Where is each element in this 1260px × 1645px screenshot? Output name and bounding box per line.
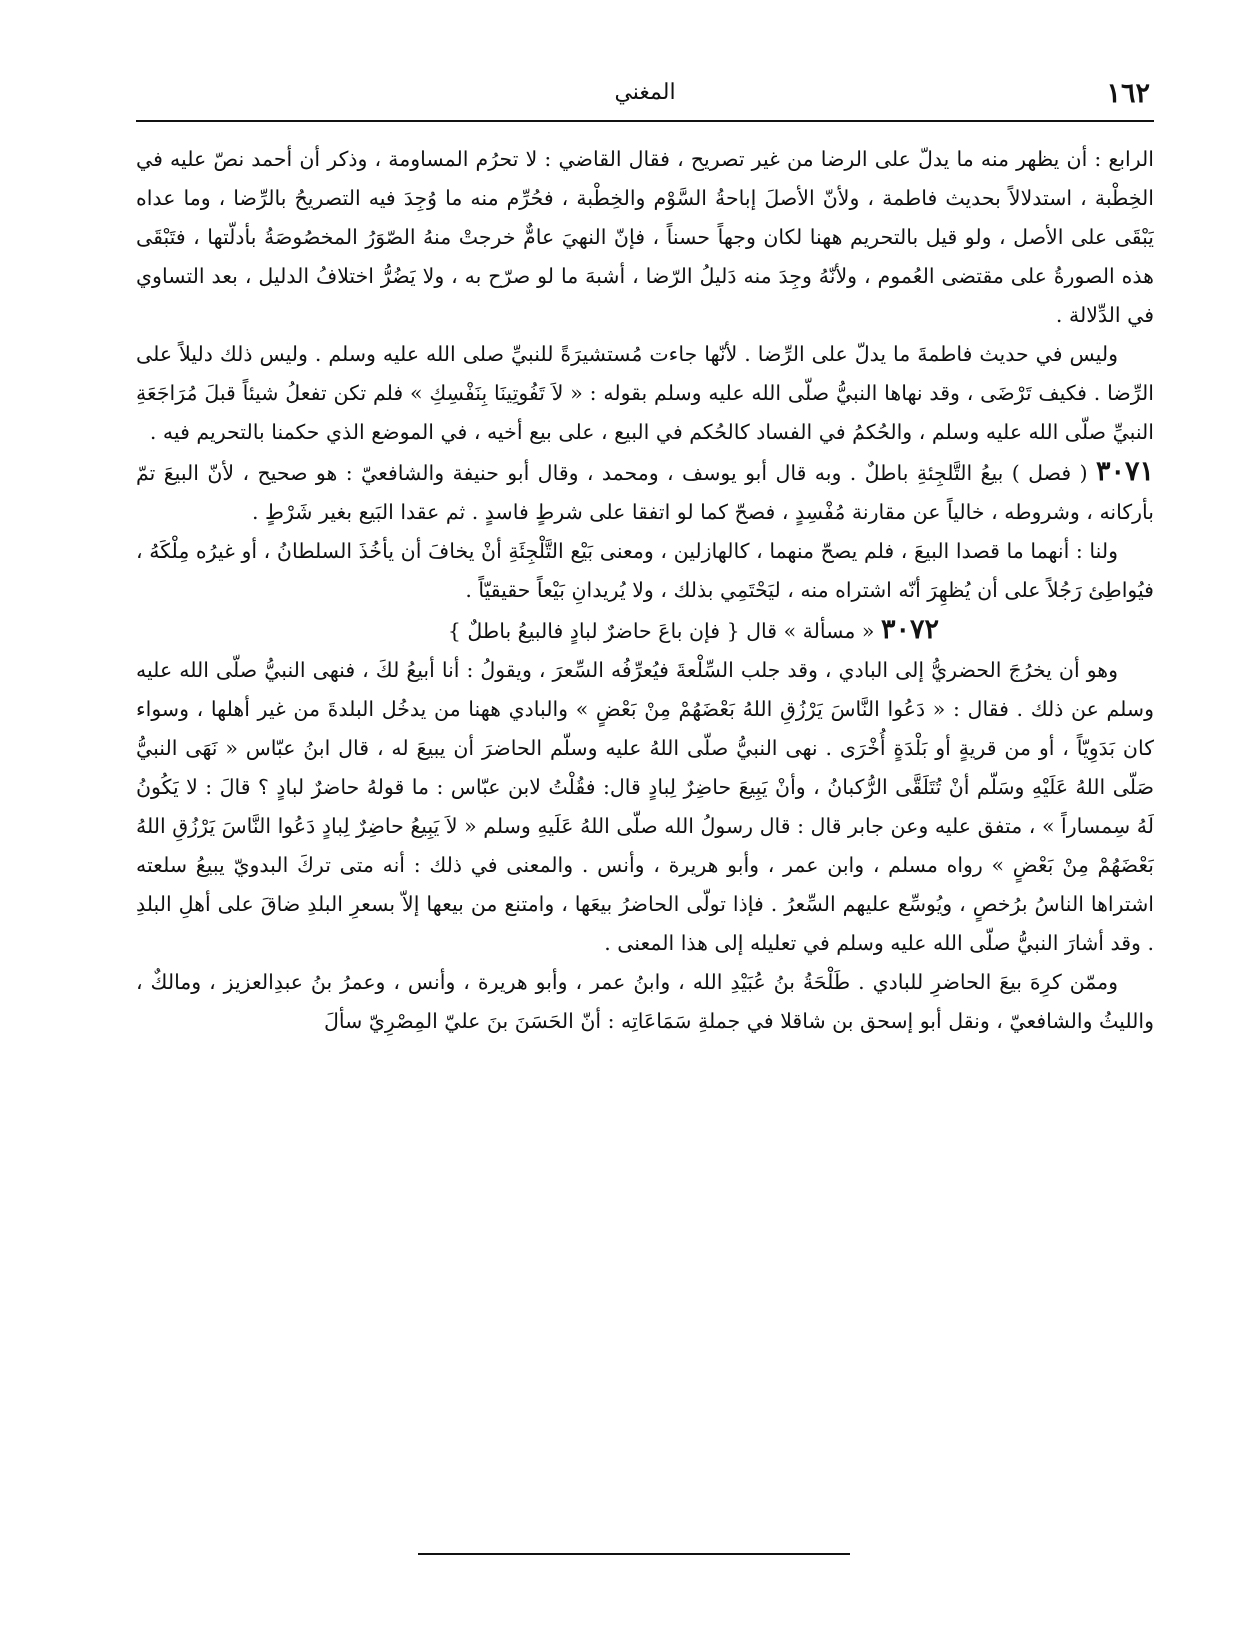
page-header (140, 78, 1150, 118)
paragraph (136, 963, 1154, 1041)
paragraph-text: وممّن كرِهَ بيعَ الحاضرِ للبادي . طَلْحَةُ بنُ عُبَيْدِ الله ، وابنُ عمر ، وأبو هريرة ، وأنس ، وعمرُ بنُ عبدِالعزيز ، ومالكٌ ، والليثُ والشافعيّ ، ونقل أبو إسحق بن شاقلا في جملةِ سَمَاعَاتِه : أنّ الحَسَنَ بنَ عليّ المِصْرِيّ سألَ (136, 970, 1154, 1033)
paragraph (136, 335, 1154, 452)
section-number: ٣٠٧٢ (880, 614, 939, 645)
section-number: ٣٠٧١ (1095, 456, 1154, 487)
paragraph-text: وهو أن يخرُجَ الحضريُّ إلى البادي ، وقد جلب السِّلْعةَ فيُعرِّفُه السِّعرَ ، ويقولُ : أنا أبيعُ لكَ ، فنهى النبيُّ صلّى الله عليه وسلم عن ذلك . فقال : « دَعُوا النَّاسَ يَرْزُقِ اللهُ بَعْضَهُمْ مِنْ بَعْضٍ » والبادي ههنا من يدخُل البلدةَ من غير أهلها ، وسواء كان بَدَوِيّاً ، أو من قريةٍ أو بَلْدَةٍ أُخْرَى . نهى النبيُّ صلّى اللهُ عليه وسلّم الحاضرَ أن يبيعَ له ، قال ابنُ عبّاس « نَهَى النبيُّ صَلّى اللهُ عَلَيْهِ وسَلّم أنْ تُتَلَقَّى الرُّكبانُ ، وأنْ يَبِيعَ حاضِرٌ لِبادٍ قال: فقُلْتُ لابن عبّاس : ما قولهُ حاضرٌ لبادٍ ؟ قالَ : لا يَكُونُ لَهُ سِمساراً » ، متفق عليه وعن جابر قال : قال رسولُ الله صلّى اللهُ عَلَيهِ وسلم « لاَ يَبِيعُ حاضِرٌ لِبادٍ دَعُوا النَّاسَ يَرْزُقِ اللهُ بَعْضَهُمْ مِنْ بَعْضٍ » رواه مسلم ، وابن عمر ، وأبو هريرة ، وأنس . والمعنى في ذلك : أنه متى تركَ البدويّ يبيعُ سلعته اشتراها الناسُ برُخصٍ ، ويُوسِّع عليهم السِّعرُ . فإذا تولّى الحاضرُ بيعَها ، وامتنع من بيعها إلاّ بسعرِ البلدِ ضاقَ على أهلِ البلدِ . وقد أشارَ النبيُّ صلّى الله عليه وسلم في تعليله إلى هذا المعنى . (136, 658, 1154, 955)
paragraph (136, 532, 1154, 610)
paragraph-text: ولنا : أنهما ما قصدا البيعَ ، فلم يصحّ منهما ، كالهازلين ، ومعنى بَيْع التَّلْجِئَةِ أنْ يخافَ أن يأخُذَ السلطانُ ، أو غيرُه مِلْكَهُ ، فيُواطِئ رَجُلاً على أن يُظهِرَ أنّه اشتراه منه ، ليَحْتَمِي بذلك ، ولا يُريدانِ بَيْعاً حقيقيّاً . (136, 539, 1154, 602)
issue-text: « مسألة » قال { فإن باعَ حاضرٌ لبادٍ فالبيعُ باطلٌ } (447, 619, 875, 643)
issue-heading (136, 610, 1154, 651)
body-text (136, 140, 1154, 1540)
paragraph (136, 140, 1154, 335)
running-title: المغني (614, 80, 676, 105)
page-number: ١٦٢ (1106, 78, 1150, 109)
paragraph-text: الرابع : أن يظهر منه ما يدلّ على الرضا من غير تصريح ، فقال القاضي : لا تحرُم المساومة ، وذكر أن أحمد نصّ عليه في الخِطْبة ، استدلالاً بحديث فاطمة ، ولأنّ الأصلَ إباحةُ السَّوْم والخِطْبة ، فحُرِّم منه ما وُجِدَ فيه التصريحُ بالرِّضا ، وما عداه يَبْقَى على الأصل ، ولو قيل بالتحريم ههنا لكان وجهاً حسناً ، فإنّ النهيَ عامٌّ خرجتْ منهُ الصّوَرُ المخصُوصَةُ بأدلّتها ، فتَبْقَى هذه الصورةُ على مقتضى العُموم ، ولأنّهُ وجِدَ منه دَليلُ الرّضا ، أشبهَ ما لو صرّح به ، ولا يَضُرُّ اختلافُ الدليل ، بعد التساوي في الدِّلالة . (136, 147, 1154, 327)
paragraph-text: وليس في حديث فاطمةَ ما يدلّ على الرِّضا . لأنّها جاءت مُستشيرَةً للنبيِّ صلى الله عليه وسلم . وليس ذلك دليلاً على الرِّضا . فكيف تَرْضَى ، وقد نهاها النبيُّ صلّى الله عليه وسلم بقوله : « لاَ تَفُوتِينَا بِنَفْسِكِ » فلم تكن تفعلُ شيئاً قبلَ مُرَاجَعَةِ النبيِّ صلّى الله عليه وسلم ، والحُكمُ في الفساد كالحُكم في البيع ، على بيع أخيه ، في الموضع الذي حكمنا بالتحريم فيه . (136, 342, 1154, 444)
header-divider (136, 120, 1154, 122)
footer-divider (418, 1553, 850, 1555)
paragraph (136, 651, 1154, 963)
numbered-paragraph (136, 452, 1154, 532)
paragraph-text: ( فصل ) بيعُ التَّلجِئةِ باطلٌ . وبه قال أبو يوسف ، ومحمد ، وقال أبو حنيفة والشافعيّ : هو صحيح ، لأنّ البيعَ تمّ بأركانه ، وشروطه ، خالياً عن مقارنة مُفْسِدٍ ، فصحّ كما لو اتفقا على شرطٍ فاسدٍ . ثم عقدا البَيع بغير شَرْطٍ . (136, 461, 1154, 524)
